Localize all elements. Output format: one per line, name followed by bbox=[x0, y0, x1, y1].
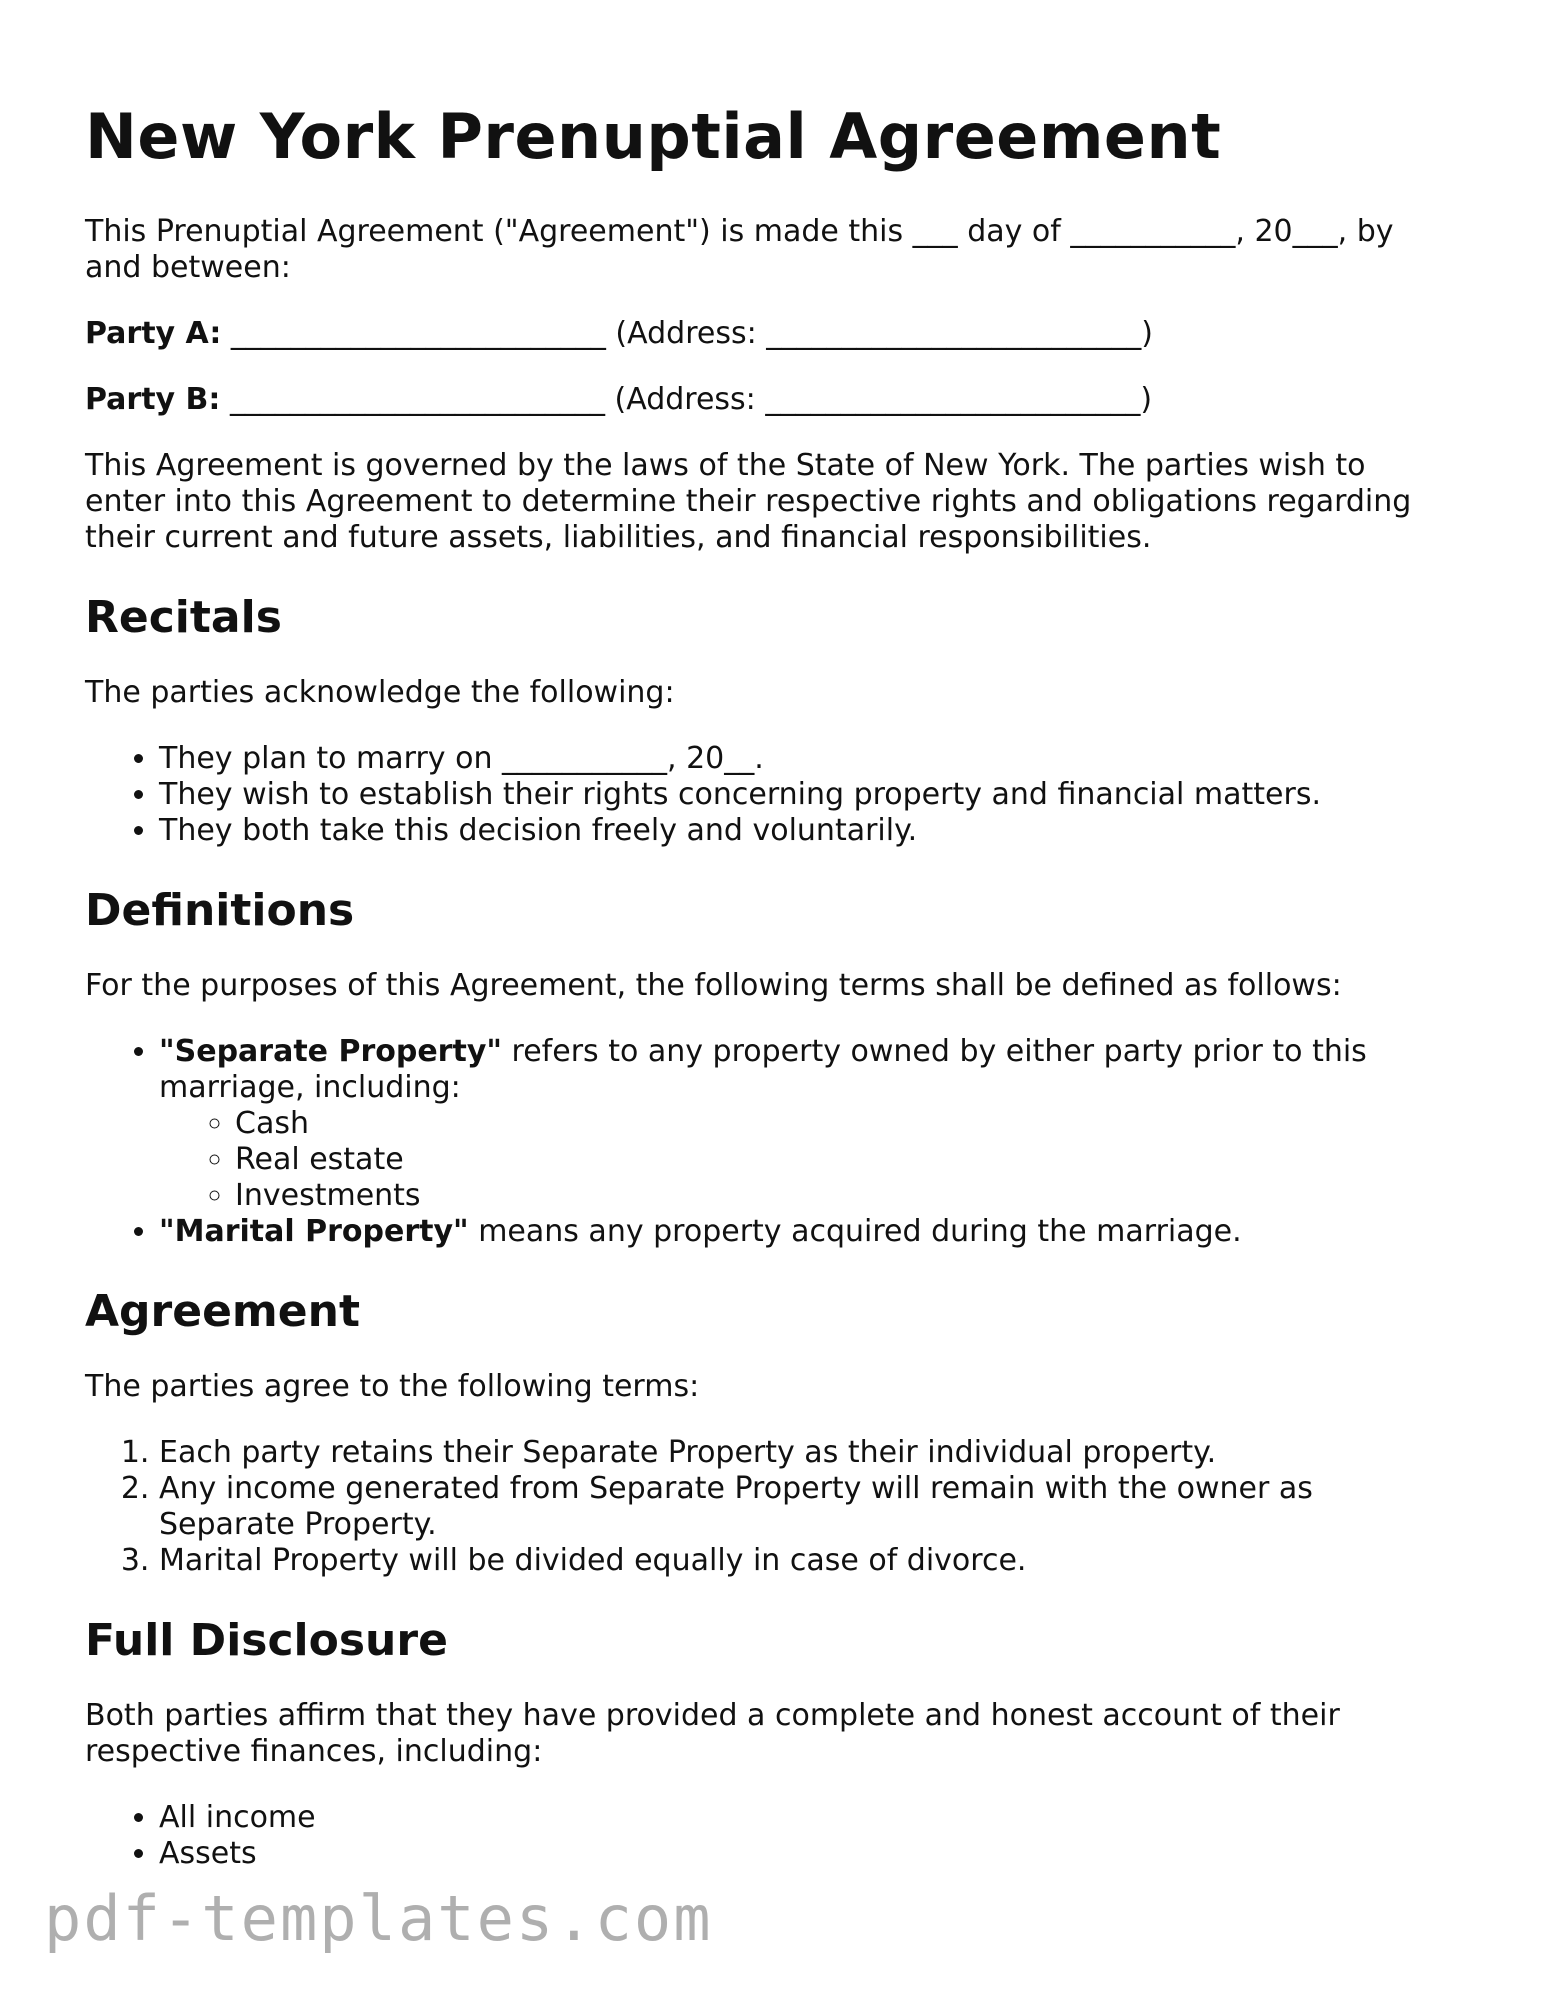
list-item: • They wish to establish their rights concerning property and financial matters. bbox=[159, 777, 1415, 813]
list-item: 3. Marital Property will be divided equally in case of divorce. bbox=[159, 1543, 1415, 1579]
recitals-list bbox=[85, 741, 1415, 849]
party-b-blanks: _________________________ (Address: _________________________) bbox=[220, 382, 1153, 418]
recitals-heading: Recitals bbox=[85, 592, 282, 644]
separate-property-term: "Separate Property" bbox=[159, 1033, 503, 1069]
document-page bbox=[85, 100, 1415, 1902]
definitions-intro: For the purposes of this Agreement, the following terms shall be defined as follows: bbox=[85, 967, 1342, 1003]
watermark: pdf-templates.com bbox=[44, 1882, 713, 1955]
list-item: • Assets bbox=[159, 1836, 1415, 1872]
party-a-blanks: _________________________ (Address: _________________________) bbox=[221, 316, 1153, 352]
party-a-label: Party A: bbox=[85, 316, 222, 352]
separate-property-sublist bbox=[159, 1106, 1415, 1214]
document-title: New York Prenuptial Agreement bbox=[85, 100, 1222, 173]
list-item: • All income bbox=[159, 1800, 1415, 1836]
definitions-list bbox=[85, 1034, 1415, 1250]
marital-property-item bbox=[159, 1214, 1415, 1250]
agreement-list bbox=[85, 1435, 1415, 1579]
disclosure-heading: Full Disclosure bbox=[85, 1614, 448, 1666]
list-item: • They both take this decision freely and voluntarily. bbox=[159, 813, 1415, 849]
list-item: • They plan to marry on ___________, 20__. bbox=[159, 741, 1415, 777]
agreement-heading: Agreement bbox=[85, 1285, 360, 1337]
party-a-line bbox=[85, 316, 1415, 352]
list-item: 2. Any income generated from Separate Property will remain with the owner as Separate Property. bbox=[159, 1471, 1415, 1543]
disclosure-intro: Both parties affirm that they have provided a complete and honest account of their respective finances, including: bbox=[85, 1697, 1340, 1769]
agreement-intro: The parties agree to the following terms: bbox=[85, 1368, 700, 1404]
marital-property-term: "Marital Property" bbox=[159, 1213, 469, 1249]
separate-property-text: refers to any property owned by either party prior to this marriage, including: bbox=[159, 1033, 1367, 1105]
disclosure-list bbox=[85, 1800, 1415, 1872]
list-item: ◦ Investments bbox=[235, 1178, 1415, 1214]
recitals-intro: The parties acknowledge the following: bbox=[85, 675, 675, 711]
party-b-line bbox=[85, 382, 1415, 418]
separate-property-item bbox=[159, 1034, 1415, 1214]
intro-paragraph: This Prenuptial Agreement ("Agreement") is made this ___ day of ___________, 20___, by and between: bbox=[85, 214, 1394, 286]
marital-property-text: means any property acquired during the marriage. bbox=[468, 1213, 1242, 1249]
list-item: 1. Each party retains their Separate Property as their individual property. bbox=[159, 1435, 1415, 1471]
governing-paragraph: This Agreement is governed by the laws of the State of New York. The parties wish to enter into this Agreement to determine their respective rights and obligations regarding their current and future assets, liabilities, and financial responsibilities. bbox=[85, 448, 1412, 556]
list-item: ◦ Cash bbox=[235, 1106, 1415, 1142]
party-b-label: Party B: bbox=[85, 382, 221, 418]
list-item: ◦ Real estate bbox=[235, 1142, 1415, 1178]
definitions-heading: Definitions bbox=[85, 885, 355, 937]
